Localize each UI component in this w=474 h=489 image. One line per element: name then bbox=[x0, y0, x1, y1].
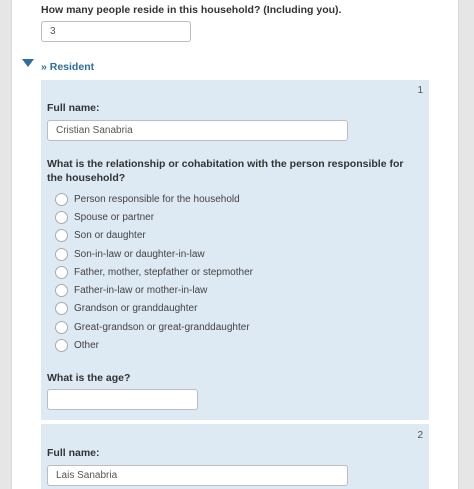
collapse-triangle-icon[interactable] bbox=[22, 59, 34, 67]
radio-option-great-grandchild[interactable] bbox=[55, 319, 250, 335]
radio-option-parent-in-law[interactable] bbox=[55, 282, 207, 298]
radio-option-son-daughter[interactable] bbox=[55, 227, 146, 243]
radio-option-label: Father, mother, stepfather or stepmother bbox=[74, 266, 253, 278]
radio-option-label: Spouse or partner bbox=[74, 211, 155, 223]
radio-option-grandchild[interactable] bbox=[55, 300, 197, 316]
radio-option-parent[interactable] bbox=[55, 264, 253, 280]
radio-circle-icon[interactable] bbox=[55, 266, 68, 279]
radio-option-other[interactable] bbox=[55, 337, 99, 353]
radio-circle-icon[interactable] bbox=[55, 193, 68, 206]
radio-option-responsible[interactable] bbox=[55, 191, 240, 207]
resident-number: 2 bbox=[417, 430, 423, 441]
right-scrollbar[interactable] bbox=[458, 0, 474, 489]
relationship-question: What is the relationship or cohabitation with the person responsible for the household? bbox=[47, 158, 404, 184]
radio-option-label: Son or daughter bbox=[74, 229, 146, 241]
radio-circle-icon[interactable] bbox=[55, 211, 68, 224]
radio-circle-icon[interactable] bbox=[55, 229, 68, 242]
full-name-label: Full name: bbox=[47, 447, 100, 459]
radio-option-son-in-law[interactable] bbox=[55, 246, 205, 262]
age-input[interactable] bbox=[47, 389, 198, 410]
age-label: What is the age? bbox=[47, 372, 131, 384]
radio-circle-icon[interactable] bbox=[55, 302, 68, 315]
full-name-input[interactable]: Lais Sanabria bbox=[47, 465, 348, 486]
radio-option-label: Son-in-law or daughter-in-law bbox=[74, 248, 205, 260]
radio-option-label: Other bbox=[74, 339, 100, 351]
radio-circle-icon[interactable] bbox=[55, 248, 68, 261]
radio-option-label: Great-grandson or great-granddaughter bbox=[74, 321, 250, 333]
household-count-question: How many people reside in this household? (Including you). bbox=[41, 4, 342, 16]
radio-circle-icon[interactable] bbox=[55, 284, 68, 297]
radio-circle-icon[interactable] bbox=[55, 339, 68, 352]
radio-option-label: Grandson or granddaughter bbox=[74, 302, 198, 314]
radio-circle-icon[interactable] bbox=[55, 321, 68, 334]
radio-option-label: Father-in-law or mother-in-law bbox=[74, 284, 208, 296]
radio-option-spouse[interactable] bbox=[55, 209, 154, 225]
left-frame-border bbox=[0, 0, 12, 489]
radio-option-label: Person responsible for the household bbox=[74, 193, 240, 205]
household-count-input[interactable]: 3 bbox=[41, 21, 191, 42]
resident-number: 1 bbox=[417, 85, 423, 96]
resident-section-link[interactable]: » Resident bbox=[41, 61, 95, 73]
full-name-label: Full name: bbox=[47, 102, 100, 114]
full-name-input[interactable]: Cristian Sanabria bbox=[47, 120, 348, 141]
